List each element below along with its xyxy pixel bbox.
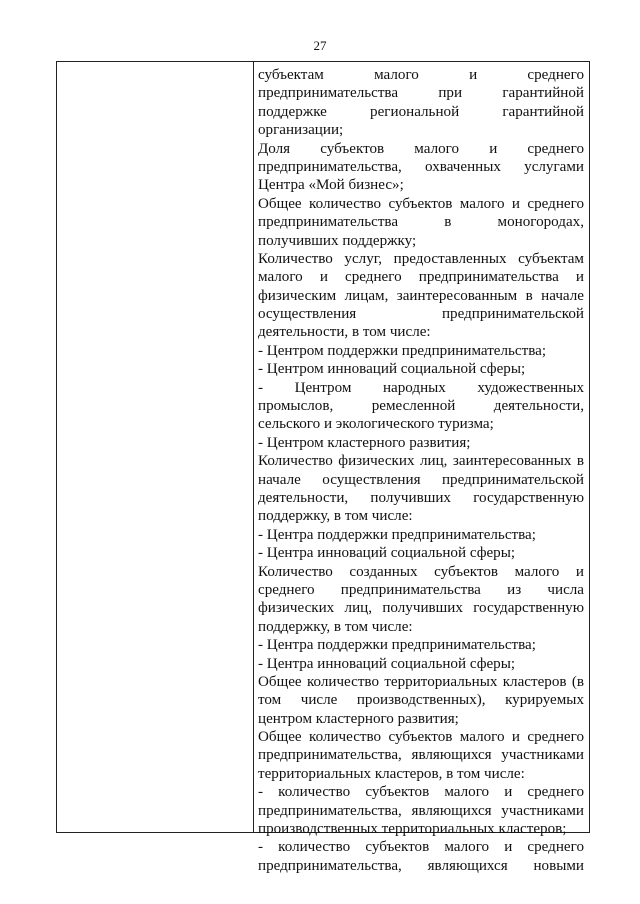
text-line: деятельности, в том числе: xyxy=(258,324,431,341)
table-right-cell xyxy=(254,62,589,874)
text-line: Общее количество субъектов малого и среднего xyxy=(258,729,584,746)
text-line: Количество физических лиц, заинтересованных в xyxy=(258,453,584,470)
text-line: физическим лицам, заинтересованным в начале xyxy=(258,287,584,304)
text-line: - количество субъектов малого и среднего xyxy=(258,839,584,856)
text-line: предпринимательства, являющихся участниками xyxy=(258,747,584,764)
text-line: промыслов, ремесленной деятельности, xyxy=(258,398,584,415)
text-line: малого и среднего предпринимательства и xyxy=(258,269,584,286)
text-line: Количество созданных субъектов малого и xyxy=(258,563,584,580)
text-line: предпринимательства при гарантийной xyxy=(258,85,584,102)
text-line: Центра «Мой бизнес»; xyxy=(258,177,404,194)
text-line: - Центром инноваций социальной сферы; xyxy=(258,361,526,378)
text-line: среднего предпринимательства из числа xyxy=(258,581,584,598)
text-line: производственных территориальных кластеров; xyxy=(258,821,567,838)
text-line: Количество услуг, предоставленных субъектам xyxy=(258,250,584,267)
text-line: поддержке региональной гарантийной xyxy=(258,103,584,120)
page-number: 27 xyxy=(313,38,327,53)
text-line: поддержку, в том числе: xyxy=(258,508,413,525)
text-line: сельского и экологического туризма; xyxy=(258,416,494,433)
text-line: - Центром народных художественных xyxy=(258,379,584,396)
text-line: Доля субъектов малого и среднего xyxy=(258,140,584,157)
text-line: - Центром кластерного развития; xyxy=(258,434,471,451)
text-line: Общее количество территориальных кластеров (в xyxy=(258,673,584,690)
text-line: начале осуществления предпринимательской xyxy=(258,471,584,488)
text-line: - Центра инноваций социальной сферы; xyxy=(258,545,516,562)
text-line: - Центром поддержки предпринимательства; xyxy=(258,342,547,359)
text-line: - количество субъектов малого и среднего xyxy=(258,784,584,801)
text-line: предпринимательства, являющихся новыми xyxy=(258,857,584,874)
text-line: деятельности, получивших государственную xyxy=(258,489,584,506)
text-line: поддержку, в том числе: xyxy=(258,618,413,635)
text-line: физических лиц, получивших государственную xyxy=(258,600,584,617)
text-line: территориальных кластеров, в том числе: xyxy=(258,765,525,782)
text-line: предпринимательства, являющихся участниками xyxy=(258,802,584,819)
text-line: центром кластерного развития; xyxy=(258,710,459,727)
text-line: - Центра поддержки предпринимательства; xyxy=(258,526,536,543)
text-line: организации; xyxy=(258,122,344,139)
text-line: получивших поддержку; xyxy=(258,232,417,249)
text-line: предпринимательства в моногородах, xyxy=(258,214,584,231)
text-line: Общее количество субъектов малого и среднего xyxy=(258,195,584,212)
text-line: том числе производственных), курируемых xyxy=(258,692,584,709)
document-table xyxy=(56,61,590,874)
text-line: осуществления предпринимательской xyxy=(258,306,584,323)
text-line: субъектам малого и среднего xyxy=(258,67,584,83)
text-line: предпринимательства, охваченных услугами xyxy=(258,158,584,175)
text-line: - Центра поддержки предпринимательства; xyxy=(258,637,536,654)
text-line: - Центра инноваций социальной сферы; xyxy=(258,655,516,672)
table-left-cell xyxy=(57,62,254,832)
